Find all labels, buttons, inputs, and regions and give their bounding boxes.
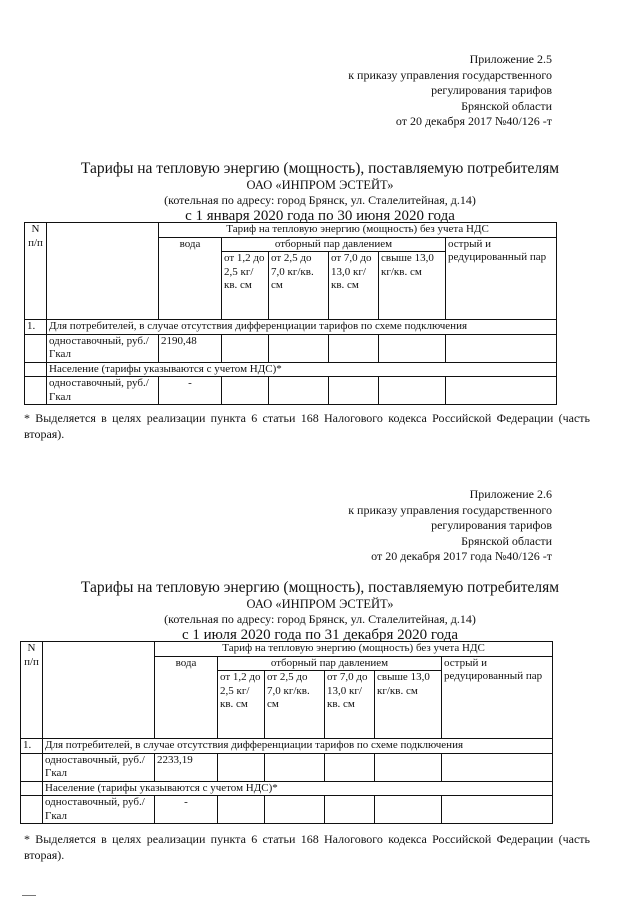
col-header-steam-1: от 1,2 до 2,5 кг/кв. см [222,252,269,320]
table-cell [375,796,442,824]
table-cell [379,334,446,362]
col-header-sharp-steam: острый и редуцированный пар [442,656,553,739]
tariff-value-water: - [155,796,218,824]
footnote-text: * Выделяется в целях реализации пункта 6 статьи 168 Налогового кодекса Российской Федерации (часть вторая). [24,832,590,862]
table-cell [329,334,379,362]
row-group-title: Население (тарифы указываются с учетом НДС)* [47,362,557,377]
row-label: одноставочный, руб./Гкал [43,796,155,824]
table-cell [222,334,269,362]
doc-period: с 1 июля 2020 года по 31 декабря 2020 года [182,627,458,643]
appendix-line: регулирования тарифов [431,518,552,532]
table-cell [325,753,375,781]
doc-address: (котельная по адресу: город Брянск, ул. Сталелитейная, д.14) [164,612,476,626]
appendix-line: к приказу управления государственного [348,502,552,517]
table-cell [265,796,325,824]
col-header-steam-4: свыше 13,0 кг/кв. см [375,671,442,739]
table-cell [329,377,379,405]
table-cell [269,334,329,362]
table-cell [21,796,43,824]
row-label: одноставочный, руб./Гкал [47,334,159,362]
doc-title: Тарифы на тепловую энергию (мощность), поставляемую потребителям [80,160,560,177]
row-label: одноставочный, руб./Гкал [43,753,155,781]
appendix-header-2 [348,487,552,565]
appendix-line: Приложение 2.5 [469,52,552,66]
appendix-line: Брянской области [461,533,552,548]
table-cell [25,334,47,362]
col-header-steam-3: от 7,0 до 13,0 кг/кв. см [325,671,375,739]
row-group-title: Для потребителей, в случае отсутствия дифференциации тарифов по схеме подключения [47,320,557,335]
col-header-empty [43,642,155,739]
footnote-1 [24,410,590,442]
table-cell [21,781,43,796]
table-cell [218,796,265,824]
row-group-title: Население (тарифы указываются с учетом НДС)* [43,781,553,796]
appendix-line: от 20 декабря 2017 №40/126 -т [395,114,552,128]
row-number: 1. [21,739,43,754]
footnote-text: * Выделяется в целях реализации пункта 6 статьи 168 Налогового кодекса Российской Федерации (часть вторая). [24,411,590,441]
tariff-table-2 [20,641,553,824]
tariff-value-water: 2233,19 [155,753,218,781]
doc-period: с 1 января 2020 года по 30 июня 2020 года [185,208,455,224]
col-header-main: Тариф на тепловую энергию (мощность) без учета НДС [159,223,557,238]
footnote-2 [24,831,590,863]
appendix-line: к приказу управления государственного [348,67,552,82]
table-cell [269,377,329,405]
col-header-num: N п/п [25,223,47,320]
col-header-main: Тариф на тепловую энергию (мощность) без учета НДС [155,642,553,657]
table-cell [446,334,557,362]
col-header-empty [47,223,159,320]
table-cell [218,753,265,781]
table-cell [325,796,375,824]
col-header-steam-2: от 2,5 до 7,0 кг/кв. см [265,671,325,739]
scan-mark [22,895,36,896]
col-header-water: вода [159,237,222,320]
table-cell [446,377,557,405]
table-cell [379,377,446,405]
tariff-table-1 [24,222,557,405]
col-header-steam: отборный пар давлением [218,656,442,671]
tariff-value-water: 2190,48 [159,334,222,362]
title-block-2 [0,579,640,644]
table-cell [442,753,553,781]
tariff-value-water: - [159,377,222,405]
appendix-line: Брянской области [461,98,552,113]
title-block-1 [0,160,640,225]
col-header-num: N п/п [21,642,43,739]
row-group-title: Для потребителей, в случае отсутствия дифференциации тарифов по схеме подключения [43,739,553,754]
col-header-water: вода [155,656,218,739]
col-header-sharp-steam: острый и редуцированный пар [446,237,557,320]
table-cell [375,753,442,781]
appendix-line: Приложение 2.6 [469,487,552,501]
table-cell [222,377,269,405]
col-header-steam: отборный пар давлением [222,237,446,252]
doc-title: Тарифы на тепловую энергию (мощность), поставляемую потребителям [80,579,560,596]
table-cell [21,753,43,781]
doc-org: ОАО «ИНПРОМ ЭСТЕЙТ» [246,597,394,611]
col-header-steam-2: от 2,5 до 7,0 кг/кв. см [269,252,329,320]
table-cell [25,362,47,377]
col-header-steam-4: свыше 13,0 кг/кв. см [379,252,446,320]
doc-address: (котельная по адресу: город Брянск, ул. Сталелитейная, д.14) [164,193,476,207]
appendix-line: от 20 декабря 2017 года №40/126 -т [371,549,552,563]
table-cell [25,377,47,405]
appendix-header-1 [348,52,552,130]
appendix-line: регулирования тарифов [431,83,552,97]
col-header-steam-3: от 7,0 до 13,0 кг/кв. см [329,252,379,320]
table-cell [265,753,325,781]
doc-org: ОАО «ИНПРОМ ЭСТЕЙТ» [246,178,394,192]
col-header-steam-1: от 1,2 до 2,5 кг/кв. см [218,671,265,739]
table-cell [442,796,553,824]
row-number: 1. [25,320,47,335]
row-label: одноставочный, руб./Гкал [47,377,159,405]
